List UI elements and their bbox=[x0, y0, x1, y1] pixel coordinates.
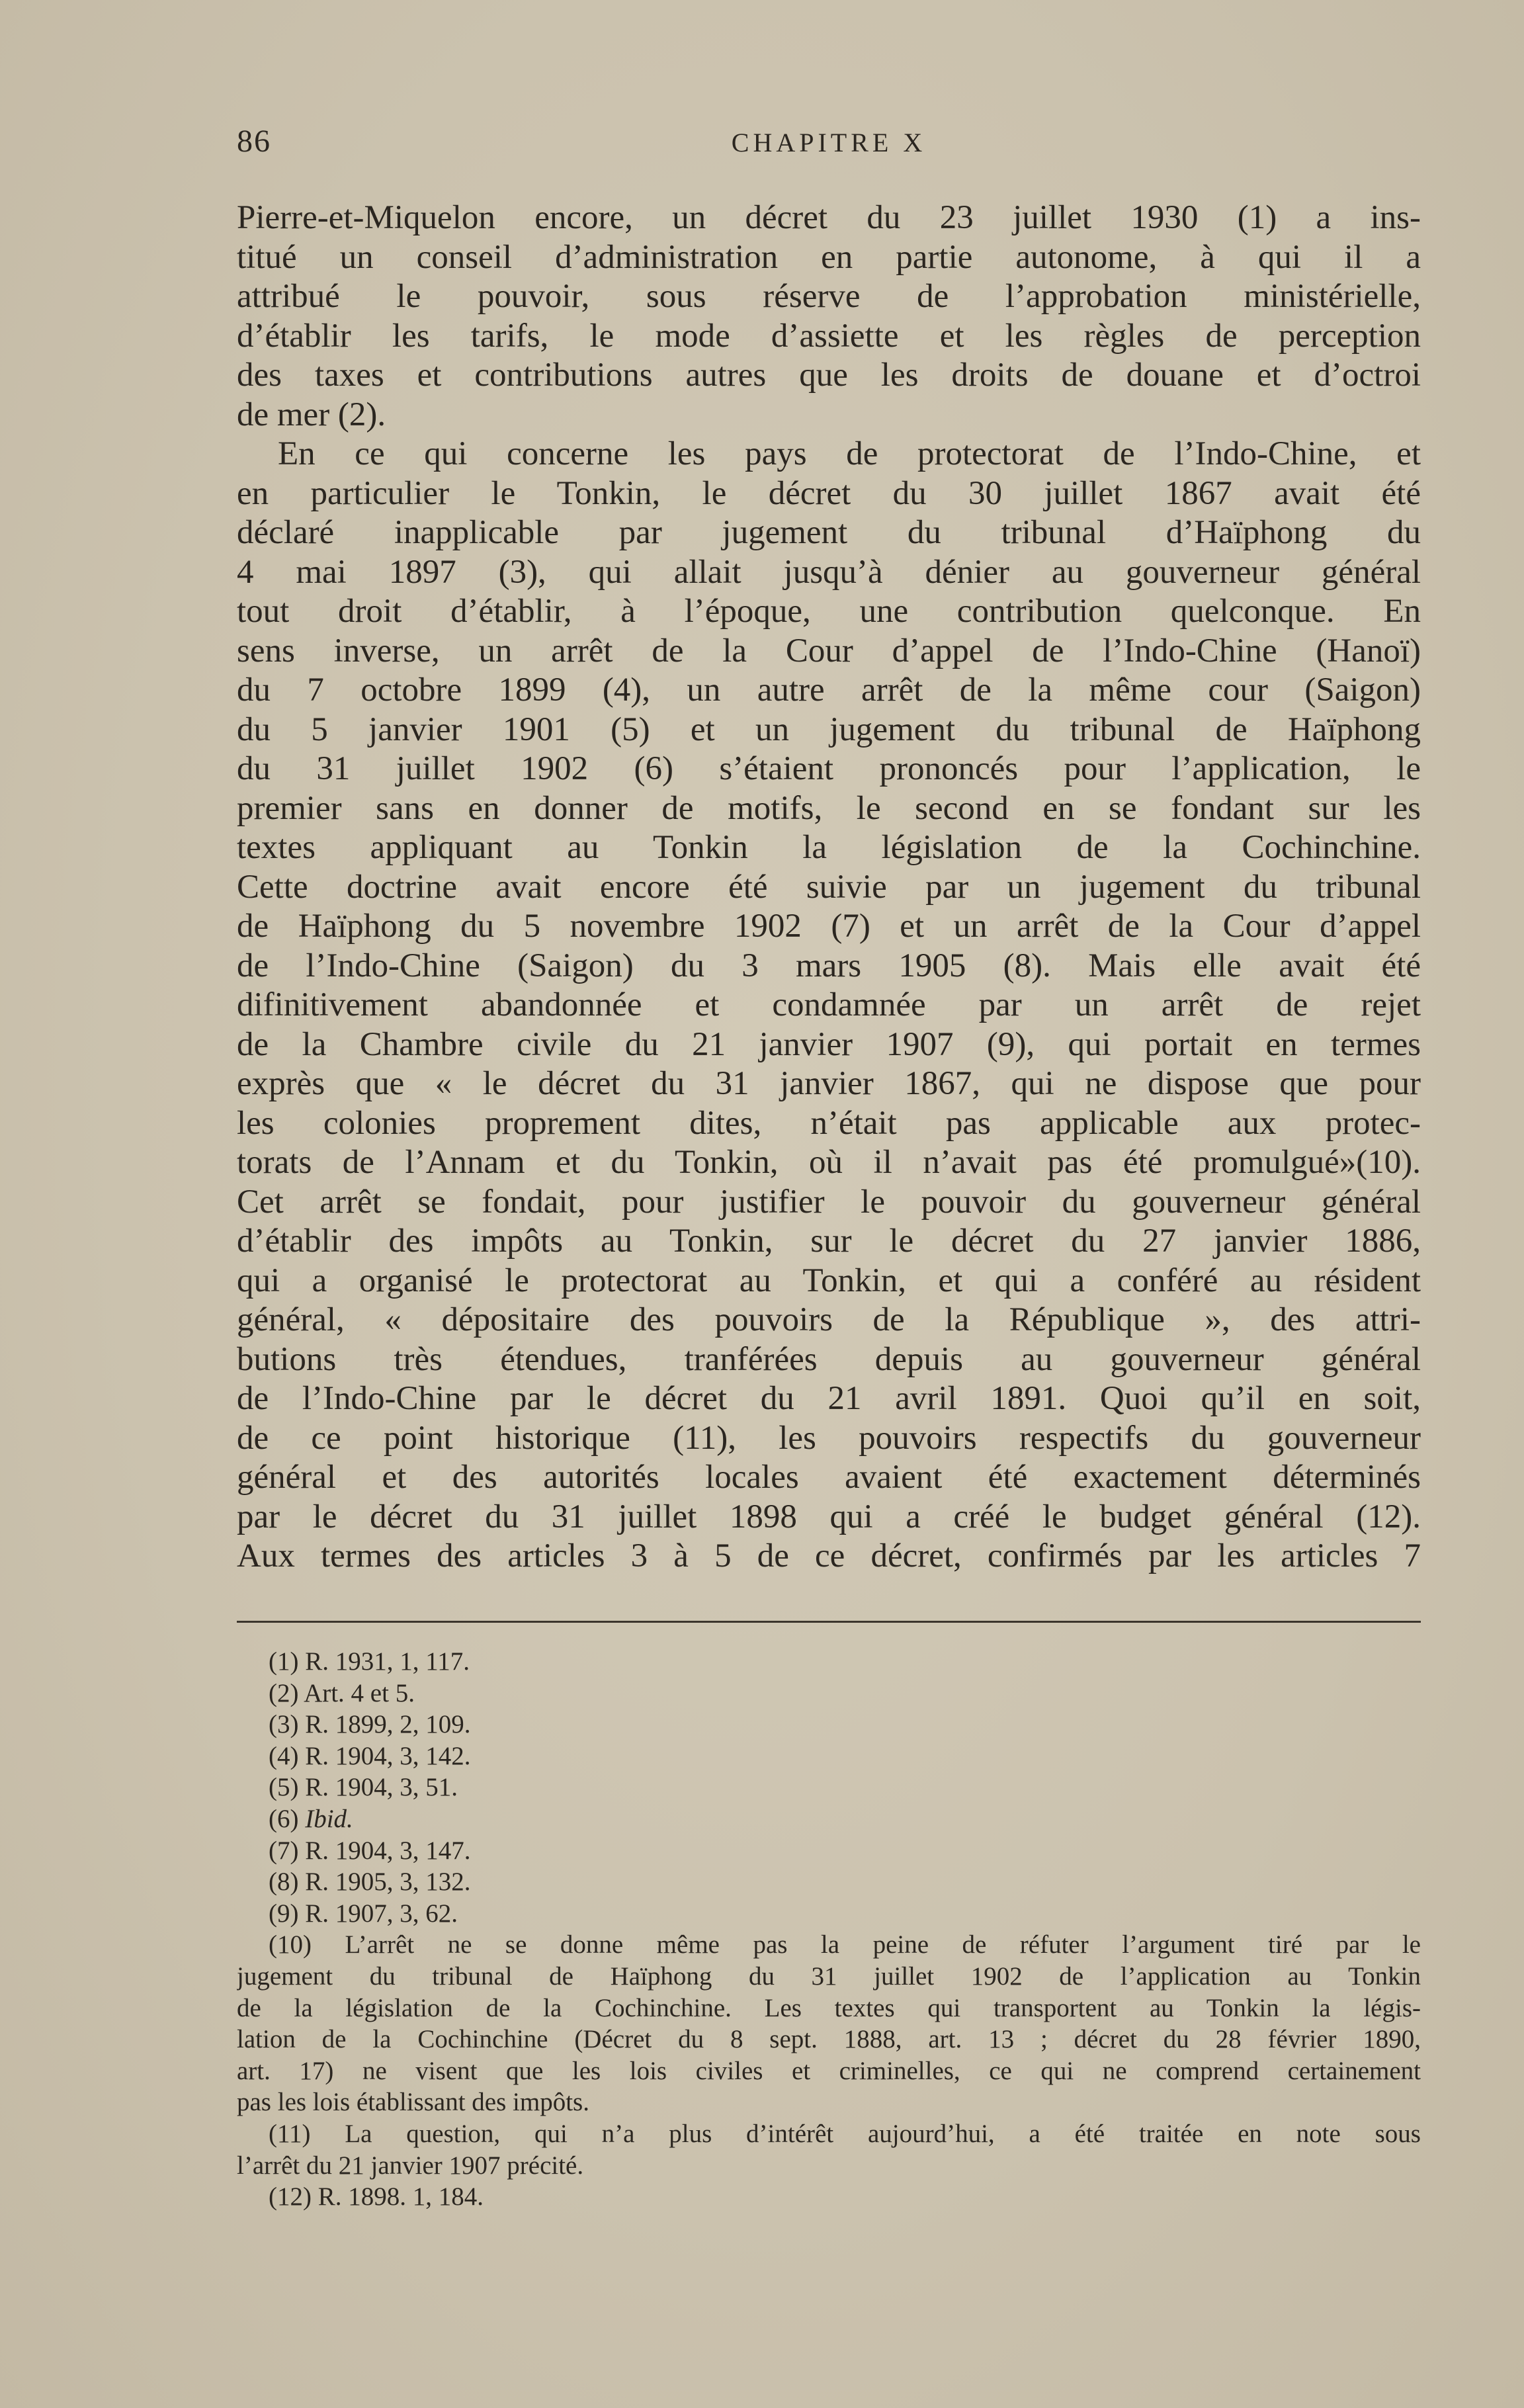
footnote: (10) L’arrêt ne se donne même pas la peine de réfuter l’argument tiré par le bbox=[269, 1930, 1421, 1959]
body-line: butions très étendues, tranférées depuis au gouverneur général bbox=[237, 1340, 1421, 1378]
body-line: en particulier le Tonkin, le décret du 30 juillet 1867 avait été bbox=[237, 474, 1421, 512]
body-line: général et des autorités locales avaient été exactement déterminés bbox=[237, 1459, 1421, 1496]
body-line: sens inverse, un arrêt de la Cour d’appel de l’Indo-Chine (Hanoï) bbox=[237, 632, 1421, 669]
footnote-continuation: jugement du tribunal de Haïphong du 31 juillet 1902 de l’application au Tonkin bbox=[237, 1961, 1421, 1991]
body-line: par le décret du 31 juillet 1898 qui a créé le budget général (12). bbox=[237, 1498, 1421, 1535]
body-line: du 7 octobre 1899 (4), un autre arrêt de la même cour (Saigon) bbox=[237, 671, 1421, 709]
body-line: textes appliquant au Tonkin la législation de la Cochinchine. bbox=[237, 829, 1421, 866]
footnote: (5) R. 1904, 3, 51. bbox=[269, 1773, 458, 1802]
footnote: (1) R. 1931, 1, 117. bbox=[269, 1647, 470, 1676]
footnote-continuation: art. 17) ne visent que les lois civiles et criminelles, ce qui ne comprend certainement bbox=[237, 2056, 1421, 2085]
footnote: (12) R. 1898. 1, 184. bbox=[269, 2182, 484, 2212]
footnote-separator-rule bbox=[237, 1621, 1421, 1623]
footnotes bbox=[237, 1646, 1421, 2213]
footnote-continuation: de la législation de la Cochinchine. Les textes qui transportent au Tonkin la légis- bbox=[237, 1993, 1421, 2022]
footnote: (3) R. 1899, 2, 109. bbox=[269, 1710, 471, 1739]
body-line: les colonies proprement dites, n’était pas applicable aux protec- bbox=[237, 1104, 1421, 1142]
body-line: d’établir les tarifs, le mode d’assiette et les règles de perception bbox=[237, 317, 1421, 355]
body-line: difinitivement abandonnée et condamnée par un arrêt de rejet bbox=[237, 986, 1421, 1023]
footnote-ibid: Ibid. bbox=[305, 1804, 353, 1833]
body-line: premier sans en donner de motifs, le second en se fondant sur les bbox=[237, 789, 1421, 827]
body-line: tout droit d’établir, à l’époque, une contribution quelconque. En bbox=[237, 593, 1421, 630]
footnote: (2) Art. 4 et 5. bbox=[269, 1678, 415, 1707]
page-number: 86 bbox=[237, 124, 271, 159]
body-line: du 31 juillet 1902 (6) s’étaient prononcés pour l’application, le bbox=[237, 750, 1421, 787]
body-line: 4 mai 1897 (3), qui allait jusqu’à dénier au gouverneur général bbox=[237, 553, 1421, 591]
footnote: (11) La question, qui n’a plus d’intérêt aujourd’hui, a été traitée en note sous bbox=[269, 2119, 1421, 2148]
footnote-continuation: pas les lois établissant des impôts. bbox=[237, 2088, 589, 2117]
body-line: titué un conseil d’administration en partie autonome, à qui il a bbox=[237, 238, 1421, 276]
body-line: des taxes et contributions autres que les droits de douane et d’octroi bbox=[237, 357, 1421, 394]
footnote: (6) Ibid. bbox=[269, 1804, 353, 1833]
body-line: qui a organisé le protectorat au Tonkin, et qui a conféré au résident bbox=[237, 1262, 1421, 1299]
body-line: torats de l’Annam et du Tonkin, où il n’avait pas été promulgué»(10). bbox=[237, 1144, 1421, 1181]
body-line: En ce qui concerne les pays de protectorat de l’Indo-Chine, et bbox=[278, 435, 1421, 472]
body-line: d’établir des impôts au Tonkin, sur le décret du 27 janvier 1886, bbox=[237, 1223, 1421, 1260]
body-text bbox=[237, 198, 1421, 1576]
body-line: du 5 janvier 1901 (5) et un jugement du tribunal de Haïphong bbox=[237, 710, 1421, 748]
body-line: Pierre-et-Miquelon encore, un décret du 23 juillet 1930 (1) a ins- bbox=[237, 199, 1421, 236]
footnote: (4) R. 1904, 3, 142. bbox=[269, 1741, 471, 1770]
body-line: Cet arrêt se fondait, pour justifier le pouvoir du gouverneur général bbox=[237, 1183, 1421, 1221]
body-line: de mer (2). bbox=[237, 396, 386, 433]
body-line: exprès que « le décret du 31 janvier 1867, qui ne dispose que pour bbox=[237, 1065, 1421, 1102]
body-line: de l’Indo-Chine par le décret du 21 avril 1891. Quoi qu’il en soit, bbox=[237, 1380, 1421, 1417]
body-line: de ce point historique (11), les pouvoirs respectifs du gouverneur bbox=[237, 1419, 1421, 1457]
footnote: (8) R. 1905, 3, 132. bbox=[269, 1868, 471, 1897]
footnote: (9) R. 1907, 3, 62. bbox=[269, 1899, 458, 1928]
footnote: (7) R. 1904, 3, 147. bbox=[269, 1836, 471, 1865]
footnote-continuation: lation de la Cochinchine (Décret du 8 sept. 1888, art. 13 ; décret du 28 février 1890, bbox=[237, 2025, 1421, 2054]
body-line: Cette doctrine avait encore été suivie par un jugement du tribunal bbox=[237, 868, 1421, 906]
body-line: général, « dépositaire des pouvoirs de la République », des attri- bbox=[237, 1301, 1421, 1338]
body-line: déclaré inapplicable par jugement du tribunal d’Haïphong du bbox=[237, 514, 1421, 551]
body-line: de Haïphong du 5 novembre 1902 (7) et un arrêt de la Cour d’appel bbox=[237, 908, 1421, 945]
body-line: attribué le pouvoir, sous réserve de l’approbation ministérielle, bbox=[237, 278, 1421, 315]
body-line: de l’Indo-Chine (Saigon) du 3 mars 1905 (8). Mais elle avait été bbox=[237, 947, 1421, 984]
footnote-continuation: l’arrêt du 21 janvier 1907 précité. bbox=[237, 2151, 584, 2180]
body-line: Aux termes des articles 3 à 5 de ce décret, confirmés par les articles 7 bbox=[237, 1537, 1421, 1574]
running-head: CHAPITRE X bbox=[731, 128, 927, 157]
page-header bbox=[237, 123, 1421, 169]
body-line: de la Chambre civile du 21 janvier 1907 (9), qui portait en termes bbox=[237, 1025, 1421, 1063]
